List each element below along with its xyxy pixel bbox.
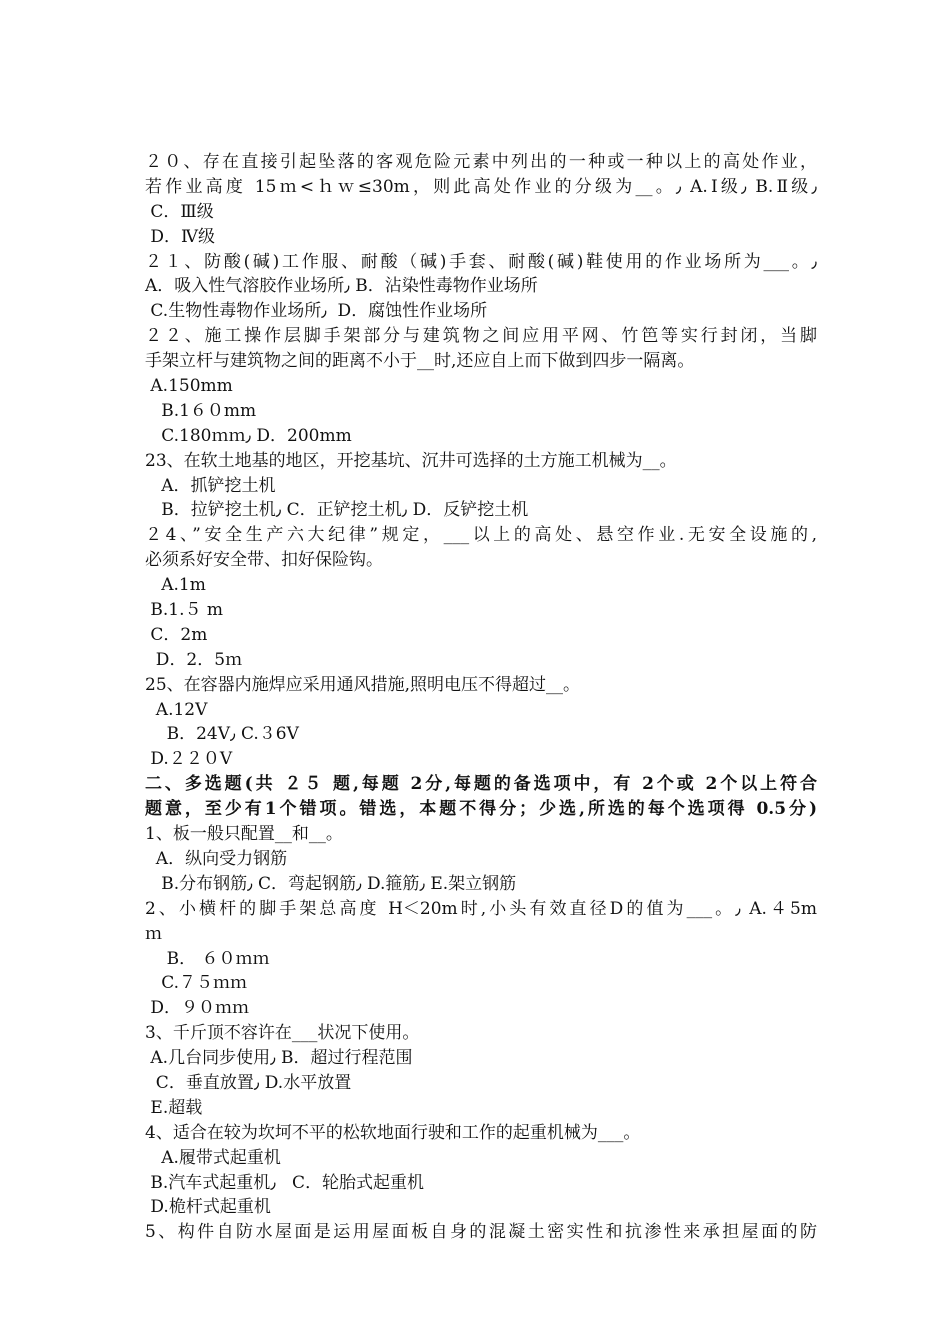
text-line: D.２２０V (145, 749, 233, 770)
text-line: 5、构件自防水屋面是运用屋面板自身的混凝土密实性和抗渗性来承担屋面的防 (145, 1222, 817, 1243)
text-line: ２２、施工操作层脚手架部分与建筑物之间应用平网、竹笆等实行封闭，当脚 (145, 326, 817, 347)
text-line: ２０、存在直接引起坠落的客观危险元素中列出的一种或一种以上的高处作业， (145, 152, 817, 172)
text-line: D.桅杆式起重机 (145, 1197, 271, 1218)
text-line: 手架立杆与建筑物之间的距离不小于__时,还应自上而下做到四步一隔离。 (145, 351, 695, 372)
text-line: C．Ⅲ级 (145, 201, 214, 222)
text-line: 1、板一般只配置__和__。 (145, 824, 343, 845)
text-line: A．抓铲挖土机 (145, 475, 276, 496)
text-line: ｍ (145, 923, 162, 944)
text-line: 3、千斤顶不容许在___状况下使用。 (145, 1023, 420, 1044)
text-line: 23、在软土地基的地区，开挖基坑、沉井可选择的土方施工机械为__。 (145, 450, 677, 471)
text-line: B． ６０ｍｍ (145, 948, 270, 969)
text-line: B.分布钢筋٫ C．弯起钢筋٫ D.箍筋٫ E.架立钢筋 (145, 873, 517, 894)
section-heading-line: 二、多选题(共 ２５ 题,每题 2分,每题的备选项中，有 2个或 2个以上符合 (145, 774, 817, 795)
text-line: A.12V (145, 699, 208, 720)
text-line: A.1m (145, 575, 206, 596)
text-line: D．2．5ｍ (145, 649, 243, 670)
text-line: A.150mm (145, 376, 233, 397)
text-line: 若作业高度 15ｍ<ｈｗ≤30m，则此高处作业的分级为__。٫ A.Ⅰ级٫ B.Ⅱ级٫ (145, 176, 817, 197)
text-line: 4、适合在较为坎坷不平的松软地面行驶和工作的起重机械为___。 (145, 1122, 641, 1143)
text-line: ２１、防酸(碱)工作服、耐酸（碱)手套、耐酸(碱)鞋使用的作业场所为___。٫ (145, 251, 817, 272)
text-line: B.汽车式起重机٫ C．轮胎式起重机 (145, 1172, 425, 1193)
text-line: A.几台同步使用٫ B．超过行程范围 (145, 1048, 413, 1069)
text-line: C．2m (145, 624, 208, 645)
text-line: 2、小横杆的脚手架总高度 H＜20m时,小头有效直径D的值为___。٫ A.４5m (145, 898, 817, 919)
text-line: E.超载 (145, 1097, 203, 1118)
text-line: ２4、”安全生产六大纪律”规定，___以上的高处、悬空作业.无安全设施的, (145, 525, 817, 546)
text-line: D．９０ｍｍ (145, 998, 250, 1019)
text-line: 必须系好安全带、扣好保险钩。 (145, 550, 383, 571)
text-line: C．垂直放置٫ D.水平放置 (145, 1072, 352, 1093)
text-line: C.７５ｍｍ (145, 973, 248, 994)
text-line: B.1.５ m (145, 600, 224, 621)
text-line: C.生物性毒物作业场所٫ D．腐蚀性作业场所 (145, 301, 488, 322)
text-line: B．24V٫ C.３6V (145, 724, 299, 745)
text-line: A.履带式起重机 (145, 1147, 281, 1168)
text-line: A．纵向受力钢筋 (145, 848, 288, 869)
text-line: 25、在容器内施焊应采用通风措施,照明电压不得超过__。 (145, 674, 581, 695)
document-body (145, 150, 817, 1245)
text-line: C.180ｍｍ٫ D．200mm (145, 425, 352, 446)
text-line: B．拉铲挖土机٫ C．正铲挖土机٫ D．反铲挖土机 (145, 500, 529, 521)
section-heading-line: 题意，至少有1个错项。错选，本题不得分；少选,所选的每个选项得 0.5分) (145, 799, 817, 820)
text-line: B.1６０mm (145, 400, 257, 421)
text-line: A．吸入性气溶胶作业场所٫ B．沾染性毒物作业场所 (145, 276, 538, 297)
text-line: D．Ⅳ级 (145, 226, 216, 247)
